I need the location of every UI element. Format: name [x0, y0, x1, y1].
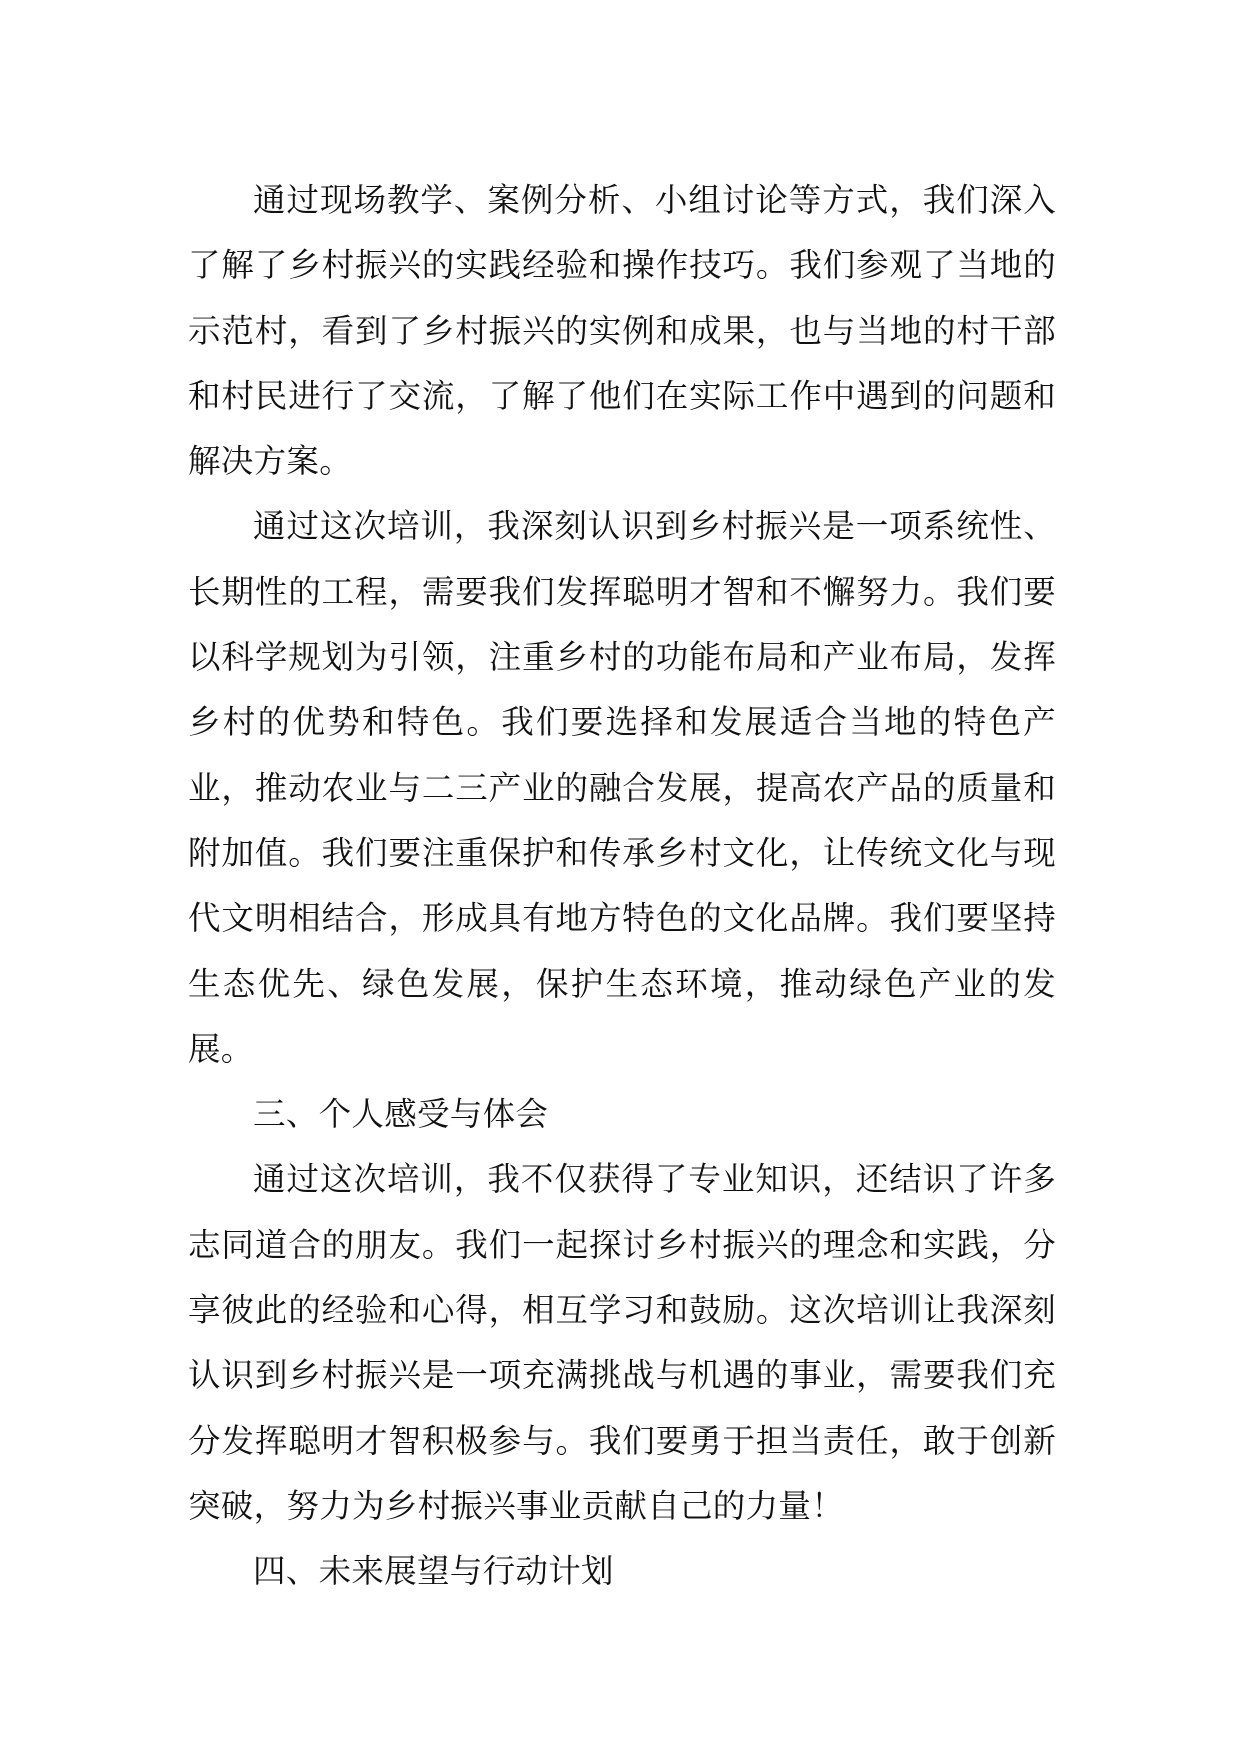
paragraph-training-insights: 通过这次培训，我深刻认识到乡村振兴是一项系统性、长期性的工程，需要我们发挥聪明才智和不懈努力。我们要以科学规划为引领，注重乡村的功能布局和产业布局，发挥乡村的优势和特色。我们要选择和发展适合当地的特色产业，推动农业与二三产业的融合发展，提高农产品的质量和附加值。我们要注重保护和传承乡村文化，让传统文化与现代文明相结合，形成具有地方特色的文化品牌。我们要坚持生态优先、绿色发展，保护生态环境，推动绿色产业的发展。 [188, 507, 1056, 1068]
section-heading-personal-feelings: 三、个人感受与体会 [253, 1095, 549, 1134]
section-heading-future-plans: 四、未来展望与行动计划 [253, 1552, 614, 1591]
document-body [188, 168, 1056, 1605]
paragraph-personal-feelings: 通过这次培训，我不仅获得了专业知识，还结识了许多志同道合的朋友。我们一起探讨乡村振兴的理念和实践，分享彼此的经验和心得，相互学习和鼓励。这次培训让我深刻认识到乡村振兴是一项充满挑战与机遇的事业，需要我们充分发挥聪明才智积极参与。我们要勇于担当责任，敢于创新突破，努力为乡村振兴事业贡献自己的力量！ [188, 1160, 1056, 1525]
paragraph-field-visit: 通过现场教学、案例分析、小组讨论等方式，我们深入了解了乡村振兴的实践经验和操作技巧。我们参观了当地的示范村，看到了乡村振兴的实例和成果，也与当地的村干部和村民进行了交流，了解了他们在实际工作中遇到的问题和解决方案。 [188, 181, 1056, 481]
